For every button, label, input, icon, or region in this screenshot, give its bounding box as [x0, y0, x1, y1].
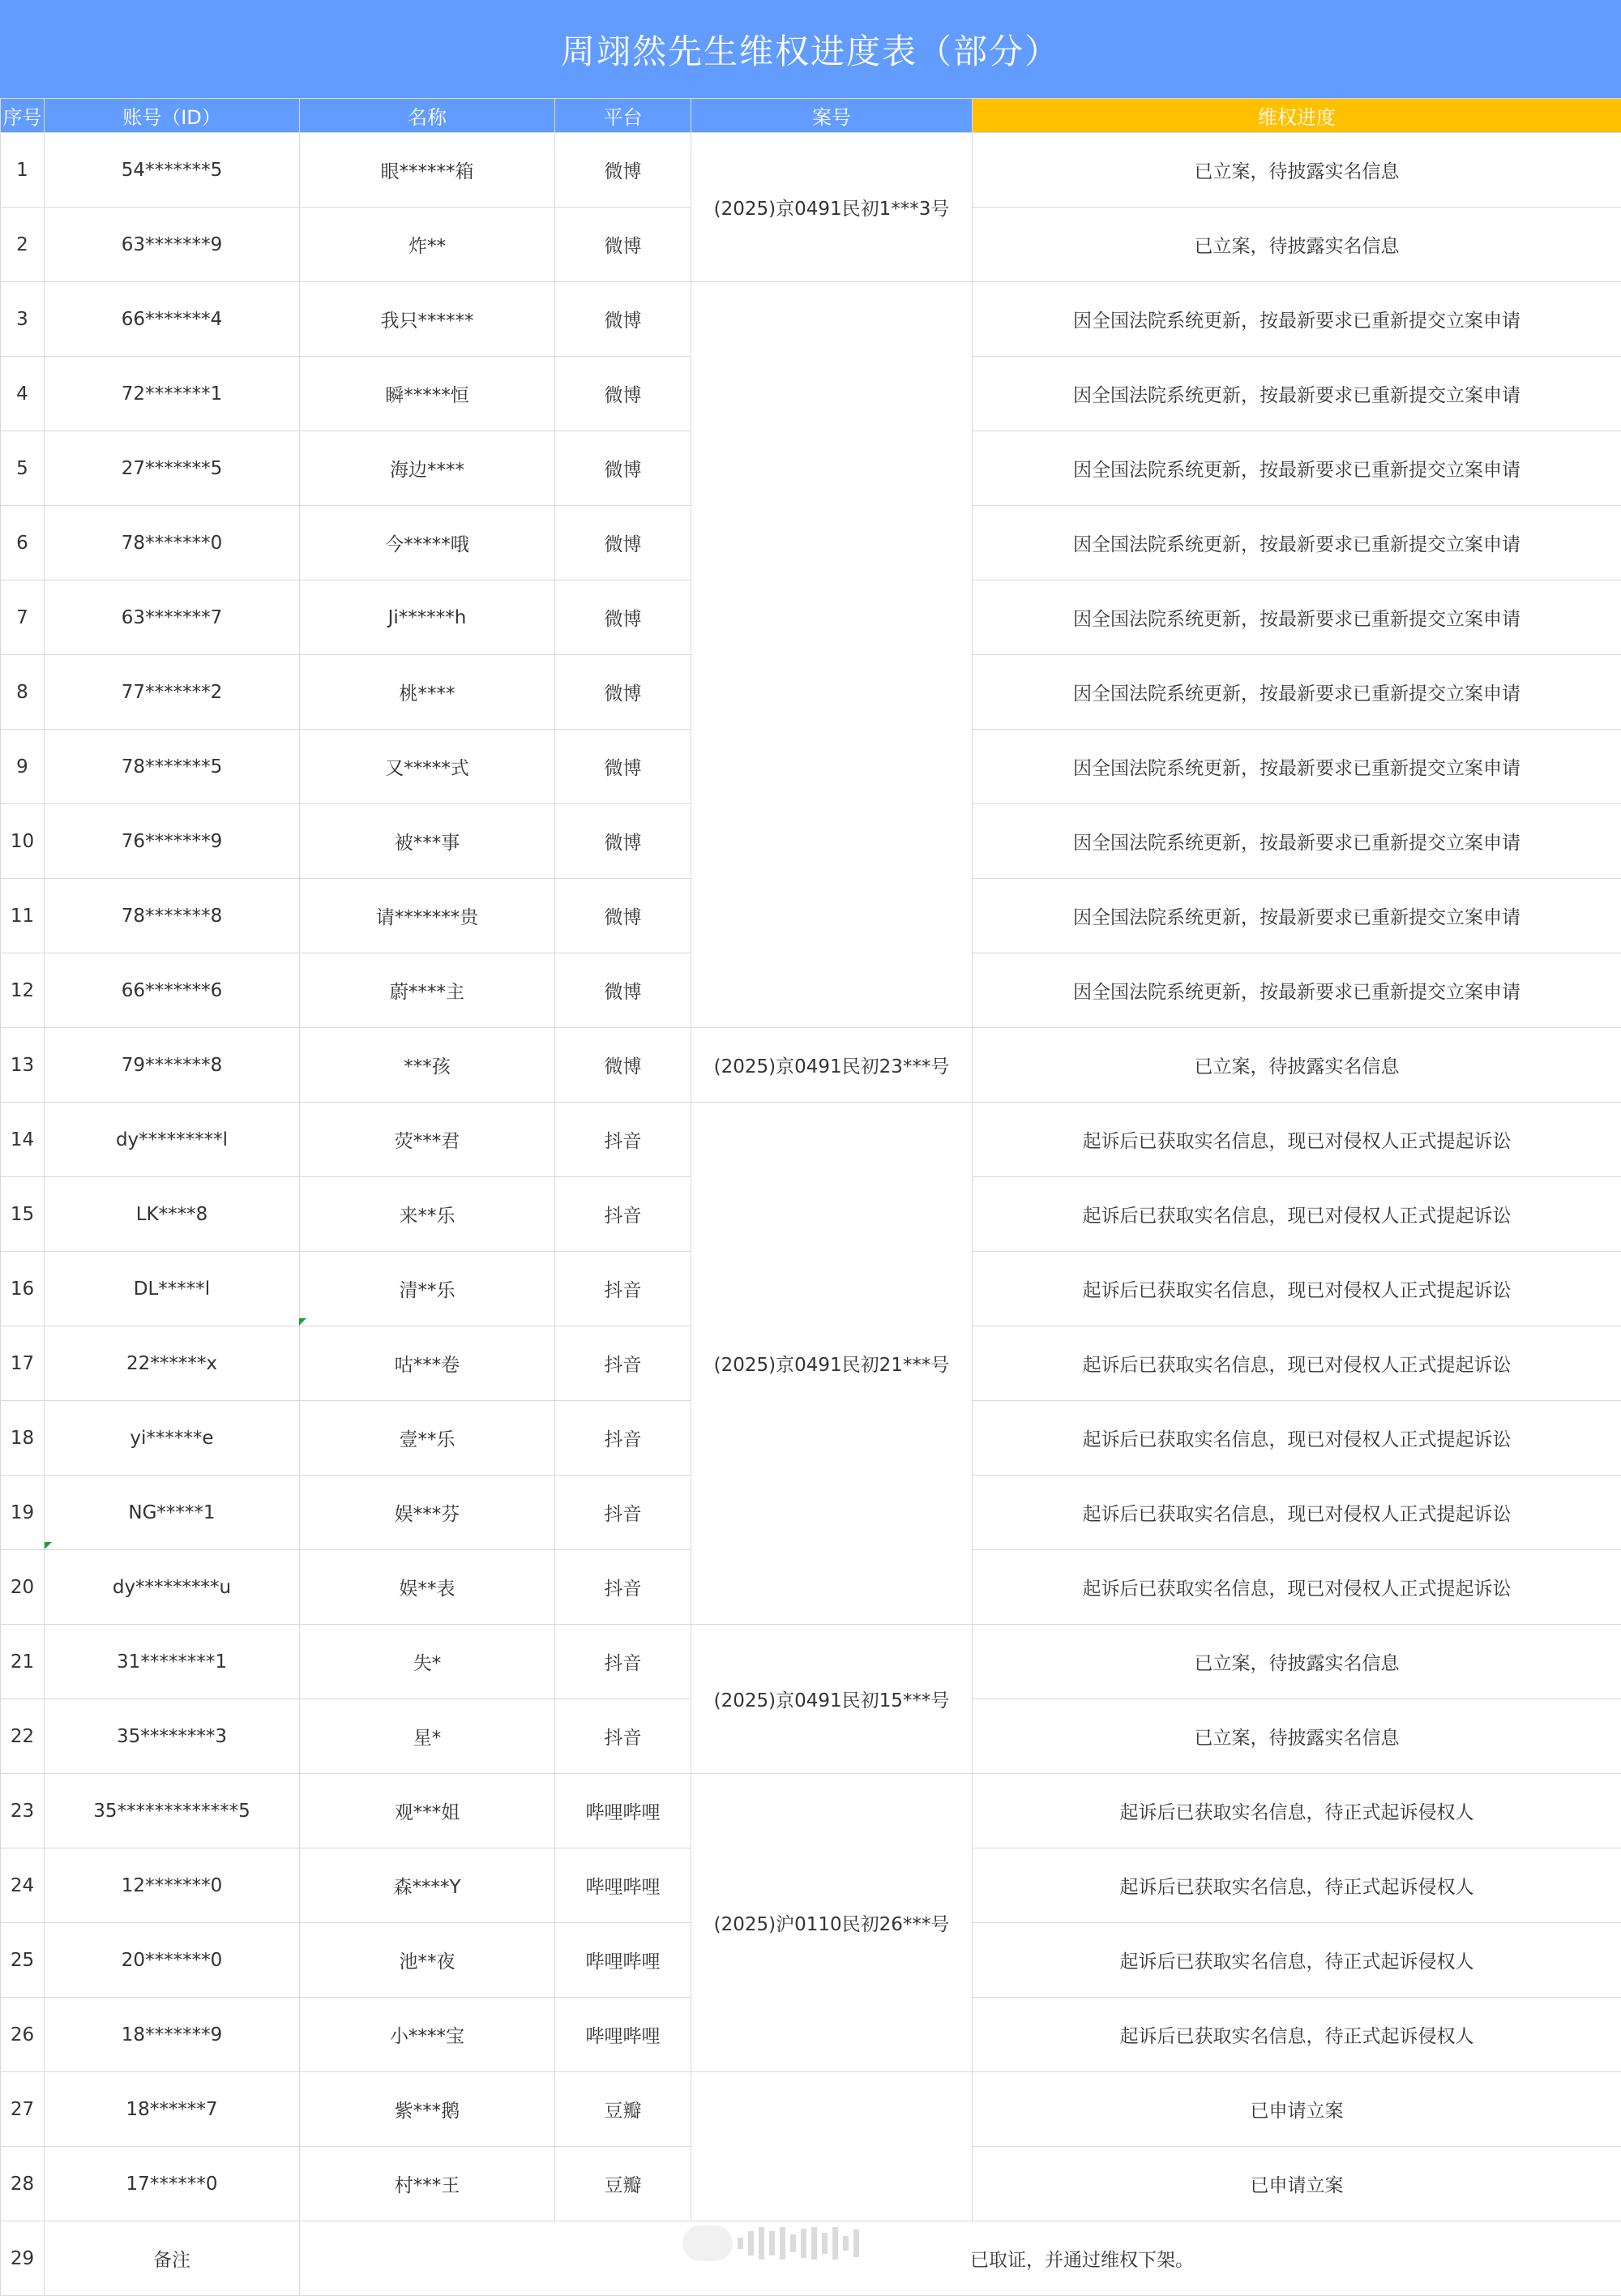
watermark-shape	[759, 2227, 764, 2260]
cell-seq: 27	[1, 2072, 45, 2147]
cell-seq: 22	[1, 1699, 45, 1774]
note-label: 备注	[45, 2221, 300, 2296]
cell-platform: 微博	[555, 506, 691, 580]
header-account: 账号（ID）	[45, 99, 300, 133]
cell-account: 76*******9	[45, 804, 300, 879]
cell-account: 63*******7	[45, 580, 300, 655]
watermark-shape	[822, 2233, 828, 2254]
cell-seq: 13	[1, 1028, 45, 1103]
watermark-overlay	[682, 2223, 958, 2264]
cell-platform: 抖音	[555, 1625, 691, 1699]
cell-seq: 10	[1, 804, 45, 879]
cell-platform: 微博	[555, 357, 691, 431]
cell-case-empty	[691, 282, 973, 1028]
cell-progress: 因全国法院系统更新，按最新要求已重新提交立案申请	[973, 879, 1621, 953]
cell-name: 又*****式	[300, 730, 555, 804]
cell-comment-marker	[299, 1318, 306, 1326]
cell-platform: 微博	[555, 953, 691, 1028]
cell-seq: 11	[1, 879, 45, 953]
header-row	[1, 99, 1621, 133]
cell-seq: 21	[1, 1625, 45, 1699]
cell-name: ***孩	[300, 1028, 555, 1103]
cell-seq: 16	[1, 1252, 45, 1326]
cell-platform: 豆瓣	[555, 2147, 691, 2221]
cell-seq: 8	[1, 655, 45, 730]
cell-account: LK****8	[45, 1177, 300, 1252]
cell-platform: 豆瓣	[555, 2072, 691, 2147]
cell-seq: 23	[1, 1774, 45, 1848]
cell-platform: 微博	[555, 730, 691, 804]
progress-table	[0, 98, 1621, 2296]
cell-seq: 26	[1, 1998, 45, 2072]
watermark-shape	[790, 2234, 796, 2252]
cell-platform: 抖音	[555, 1326, 691, 1401]
table-row	[1, 1103, 1621, 1177]
cell-name: 壹**乐	[300, 1401, 555, 1476]
cell-progress: 起诉后已获取实名信息，待正式起诉侵权人	[973, 1774, 1621, 1848]
cell-account: 78*******5	[45, 730, 300, 804]
cell-name: 观***姐	[300, 1774, 555, 1848]
cell-name: 眼******箱	[300, 133, 555, 208]
table-row	[1, 1774, 1621, 1848]
table-row	[1, 133, 1621, 208]
cell-account: yi******e	[45, 1401, 300, 1476]
sheet-title: 周翊然先生维权进度表（部分）	[0, 0, 1621, 98]
cell-account: 27*******5	[45, 431, 300, 506]
cell-progress: 起诉后已获取实名信息，现已对侵权人正式提起诉讼	[973, 1401, 1621, 1476]
cell-progress: 已立案，待披露实名信息	[973, 1028, 1621, 1103]
cell-seq: 1	[1, 133, 45, 208]
header-progress: 维权进度	[973, 99, 1621, 133]
cell-seq: 14	[1, 1103, 45, 1177]
cell-account: 35********3	[45, 1699, 300, 1774]
cell-platform: 微博	[555, 580, 691, 655]
watermark-shape	[801, 2229, 806, 2258]
note-text	[300, 2221, 1621, 2296]
cell-platform: 抖音	[555, 1103, 691, 1177]
cell-account: 35*************5	[45, 1774, 300, 1848]
cell-platform: 微博	[555, 655, 691, 730]
cell-progress: 因全国法院系统更新，按最新要求已重新提交立案申请	[973, 580, 1621, 655]
cell-name: 桃****	[300, 655, 555, 730]
cell-platform: 抖音	[555, 1699, 691, 1774]
cell-progress: 起诉后已获取实名信息，待正式起诉侵权人	[973, 1998, 1621, 2072]
table-row	[1, 1028, 1621, 1103]
header-case: 案号	[691, 99, 973, 133]
cell-seq: 24	[1, 1848, 45, 1923]
cell-progress: 因全国法院系统更新，按最新要求已重新提交立案申请	[973, 953, 1621, 1028]
watermark-shape	[811, 2227, 817, 2260]
cell-progress: 因全国法院系统更新，按最新要求已重新提交立案申请	[973, 506, 1621, 580]
cell-case-empty	[691, 2072, 973, 2221]
cell-platform: 抖音	[555, 1252, 691, 1326]
cell-seq: 19	[1, 1476, 45, 1550]
cell-name: 我只******	[300, 282, 555, 357]
cell-progress: 起诉后已获取实名信息，待正式起诉侵权人	[973, 1923, 1621, 1998]
cell-progress: 因全国法院系统更新，按最新要求已重新提交立案申请	[973, 431, 1621, 506]
cell-name: 紫***鹅	[300, 2072, 555, 2147]
cell-case: (2025)沪0110民初26***号	[691, 1774, 973, 2072]
cell-account: 20*******0	[45, 1923, 300, 1998]
cell-progress: 已申请立案	[973, 2147, 1621, 2221]
cell-progress: 因全国法院系统更新，按最新要求已重新提交立案申请	[973, 282, 1621, 357]
cell-seq: 7	[1, 580, 45, 655]
watermark-shape	[769, 2231, 775, 2255]
cell-seq: 25	[1, 1923, 45, 1998]
cell-seq: 6	[1, 506, 45, 580]
header-seq: 序号	[1, 99, 45, 133]
cell-account: 77*******2	[45, 655, 300, 730]
cell-platform: 微博	[555, 1028, 691, 1103]
cell-name: 海边****	[300, 431, 555, 506]
cell-seq: 29	[1, 2221, 45, 2296]
cell-progress: 已立案，待披露实名信息	[973, 208, 1621, 282]
cell-case: (2025)京0491民初21***号	[691, 1103, 973, 1625]
cell-account: 22******x	[45, 1326, 300, 1401]
cell-progress: 起诉后已获取实名信息，现已对侵权人正式提起诉讼	[973, 1252, 1621, 1326]
cell-platform: 哔哩哔哩	[555, 1923, 691, 1998]
cell-name: 清**乐	[300, 1252, 555, 1326]
cell-seq: 17	[1, 1326, 45, 1401]
cell-name: 星*	[300, 1699, 555, 1774]
cell-platform: 微博	[555, 133, 691, 208]
cell-progress: 已立案，待披露实名信息	[973, 133, 1621, 208]
cell-name: 来**乐	[300, 1177, 555, 1252]
cell-name: 娱**表	[300, 1550, 555, 1625]
cell-platform: 微博	[555, 879, 691, 953]
cell-progress: 起诉后已获取实名信息，现已对侵权人正式提起诉讼	[973, 1326, 1621, 1401]
cell-account: dy*********l	[45, 1103, 300, 1177]
cell-progress: 起诉后已获取实名信息，现已对侵权人正式提起诉讼	[973, 1103, 1621, 1177]
watermark-shape	[682, 2225, 733, 2261]
cell-progress: 起诉后已获取实名信息，现已对侵权人正式提起诉讼	[973, 1177, 1621, 1252]
cell-account: 18*******9	[45, 1998, 300, 2072]
cell-platform: 微博	[555, 804, 691, 879]
cell-name: Ji******h	[300, 580, 555, 655]
cell-platform: 微博	[555, 282, 691, 357]
cell-name: 池**夜	[300, 1923, 555, 1998]
table-row	[1, 282, 1621, 357]
cell-seq: 5	[1, 431, 45, 506]
cell-platform: 抖音	[555, 1476, 691, 1550]
cell-name: 蔚****主	[300, 953, 555, 1028]
cell-progress: 已立案，待披露实名信息	[973, 1625, 1621, 1699]
cell-progress: 因全国法院系统更新，按最新要求已重新提交立案申请	[973, 655, 1621, 730]
cell-case: (2025)京0491民初15***号	[691, 1625, 973, 1774]
cell-name: 森****Y	[300, 1848, 555, 1923]
cell-seq: 20	[1, 1550, 45, 1625]
cell-progress: 因全国法院系统更新，按最新要求已重新提交立案申请	[973, 804, 1621, 879]
cell-account: 63*******9	[45, 208, 300, 282]
cell-account: 54*******5	[45, 133, 300, 208]
cell-name: 村***王	[300, 2147, 555, 2221]
cell-platform: 抖音	[555, 1177, 691, 1252]
cell-seq: 4	[1, 357, 45, 431]
cell-progress: 因全国法院系统更新，按最新要求已重新提交立案申请	[973, 730, 1621, 804]
cell-comment-marker	[45, 1542, 52, 1549]
cell-name: 失*	[300, 1625, 555, 1699]
cell-name: 瞬*****恒	[300, 357, 555, 431]
cell-seq: 9	[1, 730, 45, 804]
cell-name: 今*****哦	[300, 506, 555, 580]
cell-progress: 已立案，待披露实名信息	[973, 1699, 1621, 1774]
cell-progress: 起诉后已获取实名信息，待正式起诉侵权人	[973, 1848, 1621, 1923]
cell-platform: 抖音	[555, 1550, 691, 1625]
table-row	[1, 1625, 1621, 1699]
cell-name: 被***事	[300, 804, 555, 879]
cell-account: 66*******4	[45, 282, 300, 357]
cell-account: 66*******6	[45, 953, 300, 1028]
cell-account: 12*******0	[45, 1848, 300, 1923]
cell-progress: 已申请立案	[973, 2072, 1621, 2147]
cell-seq: 12	[1, 953, 45, 1028]
cell-platform: 哔哩哔哩	[555, 1998, 691, 2072]
cell-platform: 抖音	[555, 1401, 691, 1476]
cell-name: 请*******贵	[300, 879, 555, 953]
cell-name: 荧***君	[300, 1103, 555, 1177]
cell-account: dy*********u	[45, 1550, 300, 1625]
note-text-content: 已取证，并通过维权下架。	[970, 2245, 1194, 2272]
cell-platform: 微博	[555, 431, 691, 506]
cell-name: 咕***卷	[300, 1326, 555, 1401]
cell-case: (2025)京0491民初23***号	[691, 1028, 973, 1103]
cell-seq: 28	[1, 2147, 45, 2221]
header-platform: 平台	[555, 99, 691, 133]
cell-case: (2025)京0491民初1***3号	[691, 133, 973, 282]
watermark-shape	[738, 2238, 743, 2249]
cell-account: NG*****1	[45, 1476, 300, 1550]
table-row	[1, 2072, 1621, 2147]
cell-seq: 2	[1, 208, 45, 282]
watermark-shape	[832, 2227, 838, 2260]
cell-account: 78*******0	[45, 506, 300, 580]
cell-platform: 哔哩哔哩	[555, 1848, 691, 1923]
cell-progress: 因全国法院系统更新，按最新要求已重新提交立案申请	[973, 357, 1621, 431]
cell-account: 79*******8	[45, 1028, 300, 1103]
watermark-shape	[843, 2236, 849, 2251]
cell-seq: 15	[1, 1177, 45, 1252]
cell-account: 72*******1	[45, 357, 300, 431]
cell-seq: 3	[1, 282, 45, 357]
cell-platform: 哔哩哔哩	[555, 1774, 691, 1848]
watermark-shape	[780, 2227, 785, 2260]
cell-name: 炸**	[300, 208, 555, 282]
watermark-shape	[853, 2230, 859, 2257]
cell-account: DL*****l	[45, 1252, 300, 1326]
cell-progress: 起诉后已获取实名信息，现已对侵权人正式提起诉讼	[973, 1476, 1621, 1550]
cell-platform: 微博	[555, 208, 691, 282]
cell-account: 18******7	[45, 2072, 300, 2147]
watermark-shape	[748, 2231, 754, 2255]
cell-seq: 18	[1, 1401, 45, 1476]
cell-account: 17******0	[45, 2147, 300, 2221]
cell-name: 娱***芬	[300, 1476, 555, 1550]
cell-progress: 起诉后已获取实名信息，现已对侵权人正式提起诉讼	[973, 1550, 1621, 1625]
header-name: 名称	[300, 99, 555, 133]
cell-name: 小****宝	[300, 1998, 555, 2072]
cell-account: 31********1	[45, 1625, 300, 1699]
cell-account: 78*******8	[45, 879, 300, 953]
